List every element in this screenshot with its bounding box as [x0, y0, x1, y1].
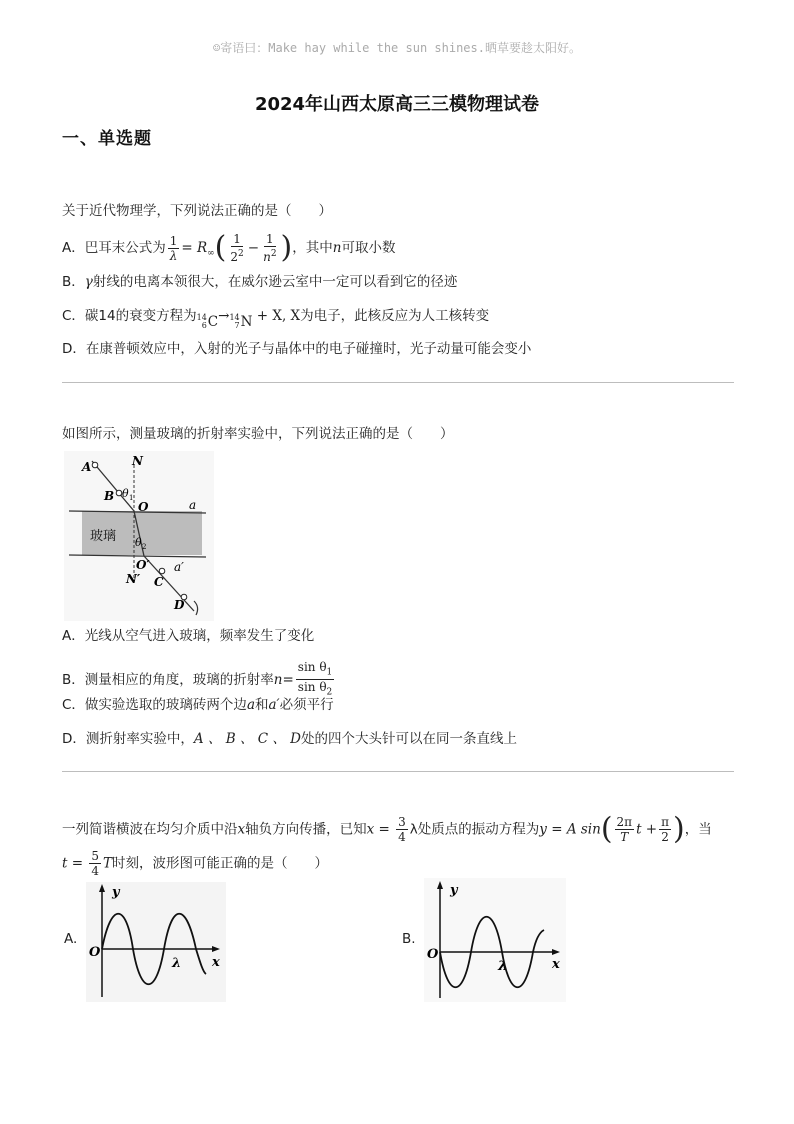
section-heading: 一、单选题	[62, 129, 152, 149]
q1-c-suffix: 为电子，此核反应为人工核转变	[300, 308, 490, 324]
q1-c-rest: + X, X	[252, 308, 301, 324]
label-b: B	[104, 489, 115, 503]
q1-stem: 关于近代物理学，下列说法正确的是（ ）	[62, 203, 332, 219]
q2-b-prefix: B．测量相应的角度，玻璃的折射率	[62, 671, 274, 688]
q1-b-var: γ	[84, 274, 93, 290]
label-n: N	[132, 454, 143, 468]
graph-b-x-label: x	[552, 957, 560, 972]
label-n-prime: N′	[126, 572, 141, 586]
q2-d-suffix: 处的四个大头针可以在同一条直线上	[300, 731, 517, 747]
label-glass: 玻璃	[90, 529, 117, 544]
q1-option-a[interactable]: A．巴耳末公式为 $\frac{1}{\lambda}$ = $R_\infty$( $\frac{1}{2^2}$ − $\frac{1}{n^2}$ )，其中n可取小数	[62, 230, 396, 265]
q1-option-d[interactable]: D．在康普顿效应中，入射的光子与晶体中的电子碰撞时，光子动量可能会变小	[62, 341, 532, 357]
q3-option-a-graph[interactable]	[86, 882, 226, 1002]
decay-arrow: →	[218, 308, 230, 324]
q1-a-var: n	[332, 240, 342, 256]
q2-d-prefix: D．测折射率实验中，	[62, 731, 194, 747]
label-a-prime-edge: a′	[174, 560, 184, 574]
label-a: A	[82, 460, 92, 474]
graph-a-origin: O	[89, 945, 101, 960]
graph-b-background	[424, 878, 566, 1002]
q2-c-and: 和	[255, 697, 269, 713]
q2-option-c[interactable]	[62, 695, 334, 715]
pin-c	[159, 568, 165, 574]
q1-a-frac1: $\frac{1}{\lambda}$	[169, 233, 178, 263]
q1-a-minus: −	[247, 240, 260, 256]
q3-stem-line2: t = $\frac{5}{4}$ T时刻，波形图可能正确的是（ ）	[62, 849, 328, 878]
graph-a-background	[86, 882, 226, 1002]
graph-b-y-label: y	[450, 883, 458, 898]
q3-option-b-graph[interactable]	[424, 878, 566, 1002]
q2-option-d[interactable]	[62, 729, 517, 749]
q1-a-eq: = R	[181, 240, 208, 256]
q3-stem-line1: 一列简谐横波在均匀介质中沿x轴负方向传播，已知x = $\frac{3}{4}$ λ处质点的振动方程为y = A sin( $\frac{2\pi}{T}$ t + $\frac{\pi}{2}$ )，当	[62, 811, 712, 847]
q1-a-frac2: $\frac{1}{2^2}$	[230, 232, 244, 264]
q2-c-v1: a	[246, 697, 255, 713]
carbon-nuclide: 14 6 C	[196, 313, 219, 330]
pin-b	[116, 490, 122, 496]
q2-b-frac: $\frac{\sin \theta_1}{\sin \theta_2}$	[297, 660, 333, 698]
label-a-edge: a	[189, 498, 197, 512]
q2-d-vars: A 、 B 、 C 、 D	[193, 731, 301, 747]
label-d: D	[174, 598, 185, 612]
q2-stem: 如图所示，测量玻璃的折射率实验中，下列说法正确的是（ ）	[62, 426, 454, 442]
graph-a-lambda: λ	[172, 956, 182, 971]
q1-b-prefix: B．	[62, 274, 85, 290]
q1-b-text: 射线的电离本领很大，在威尔逊云室中一定可以看到它的径迹	[92, 274, 458, 290]
graph-a-y-label: y	[112, 885, 120, 900]
refraction-figure	[64, 451, 214, 621]
label-c: C	[154, 575, 164, 589]
q2-c-suffix: 必须平行	[279, 697, 334, 713]
q1-c-prefix: C．碳14的衰变方程为	[62, 308, 197, 324]
pin-a	[92, 462, 98, 468]
label-theta2-sub: 2	[142, 543, 147, 551]
q2-c-prefix: C．做实验选取的玻璃砖两个边	[62, 697, 247, 713]
label-o: O	[138, 500, 149, 514]
graph-a-x-label: x	[212, 955, 220, 970]
label-theta1-sub: 1	[129, 494, 134, 502]
nitrogen-nuclide: 14 7 N	[229, 313, 253, 330]
divider	[62, 382, 734, 383]
label-o-prime: O′	[136, 558, 150, 572]
q2-c-v2: a′	[268, 697, 280, 713]
q1-a-frac3: $\frac{1}{n^2}$	[263, 232, 277, 264]
q1-a-inf: ∞	[207, 248, 215, 259]
q3-option-a-label[interactable]: A.	[64, 931, 78, 947]
label-theta1: θ	[122, 487, 129, 500]
q2-option-b[interactable]	[62, 660, 336, 700]
label-theta2: θ	[135, 536, 142, 549]
divider	[62, 771, 734, 772]
q1-a-suffix2: 可取小数	[341, 240, 396, 256]
q2-b-eq: =	[282, 671, 294, 688]
q3-option-b-label[interactable]: B.	[402, 931, 416, 947]
q1-option-c[interactable]	[62, 306, 489, 332]
graph-b-origin: O	[427, 947, 439, 962]
motto: ☺寄语曰：Make hay while the sun shines.晒草要趁太阳好。	[213, 41, 581, 55]
q2-b-var: n	[273, 671, 283, 688]
q1-a-suffix1: ，其中	[292, 240, 333, 256]
page-title: 2024年山西太原高三三模物理试卷	[254, 94, 540, 115]
q2-option-a[interactable]: A．光线从空气进入玻璃，频率发生了变化	[62, 628, 315, 644]
q1-a-prefix: A．巴耳末公式为	[62, 240, 166, 256]
graph-b-lambda: λ	[498, 959, 508, 974]
q1-option-b[interactable]	[62, 272, 457, 292]
